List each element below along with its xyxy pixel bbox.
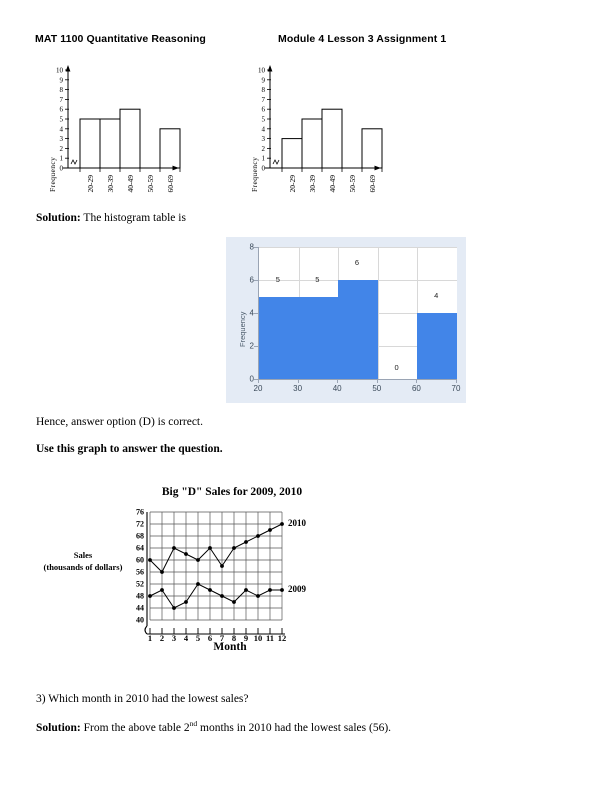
- bar-x-tick-30: 30: [293, 384, 303, 393]
- solution-3-paragraph: [36, 719, 391, 736]
- line-y-tick-52: 52: [136, 579, 144, 589]
- svg-text:3: 3: [59, 135, 63, 144]
- bar-x-tick-70: 70: [451, 384, 461, 393]
- svg-text:9: 9: [59, 76, 63, 85]
- bar-vgridline-50: [378, 247, 379, 379]
- svg-text:6: 6: [261, 105, 265, 114]
- bar-gridline-8: [259, 247, 457, 248]
- bar-40-50: [338, 280, 378, 379]
- svg-text:5: 5: [261, 115, 265, 124]
- line-chart-ylabel-line2: (thousands of dollars): [43, 562, 123, 573]
- bar-y-tick-0: 0: [249, 374, 254, 384]
- line-x-tick-1: 1: [147, 633, 153, 643]
- use-graph-paragraph: Use this graph to answer the question.: [36, 443, 223, 455]
- histogram-right-svg: [240, 62, 390, 202]
- line-x-tick-3: 3: [171, 633, 177, 643]
- svg-text:6: 6: [59, 105, 63, 114]
- solution-3-part1: From the above table 2: [80, 721, 190, 734]
- solution-1-label: Solution:: [36, 212, 81, 224]
- sales-line-chart: [120, 486, 335, 666]
- svg-text:40-49: 40-49: [126, 175, 135, 193]
- line-x-tick-9: 9: [243, 633, 249, 643]
- frequency-bar-chart: [226, 237, 466, 403]
- solution-3-label: Solution:: [36, 721, 81, 734]
- bar-label-50-60: 0: [394, 363, 399, 372]
- svg-text:60-69: 60-69: [166, 175, 175, 193]
- bar-y-tick-4: 4: [249, 308, 254, 318]
- course-title: MAT 1100 Quantitative Reasoning: [35, 33, 206, 45]
- svg-text:3: 3: [261, 135, 265, 144]
- line-y-tick-72: 72: [136, 519, 144, 529]
- histogram-left-ylabel: Frequency: [48, 156, 57, 192]
- solution-3-part2: months in 2010 had the lowest sales (56).: [197, 721, 392, 734]
- bar-y-tick-6: 6: [249, 275, 254, 285]
- line-x-tick-5: 5: [195, 633, 201, 643]
- line-y-tick-64: 64: [136, 543, 144, 553]
- svg-text:1: 1: [59, 154, 63, 163]
- bar-y-tick-8: 8: [249, 242, 254, 252]
- bar-x-tick-60: 60: [411, 384, 421, 393]
- line-chart-svg: [120, 486, 335, 666]
- bar-label-60-70: 4: [434, 291, 439, 300]
- solution-1-paragraph: [36, 211, 186, 227]
- svg-text:2: 2: [59, 144, 63, 153]
- line-y-tick-48: 48: [136, 591, 144, 601]
- line-y-tick-68: 68: [136, 531, 144, 541]
- svg-text:0: 0: [59, 164, 63, 173]
- svg-text:30-39: 30-39: [308, 175, 317, 193]
- line-x-tick-7: 7: [219, 633, 225, 643]
- question-3: 3) Which month in 2010 had the lowest sales?: [36, 693, 249, 705]
- svg-text:5: 5: [59, 115, 63, 124]
- svg-text:30-39: 30-39: [106, 175, 115, 193]
- svg-text:0: 0: [261, 164, 265, 173]
- svg-text:10: 10: [56, 66, 63, 75]
- bar-label-40-50: 6: [354, 258, 360, 267]
- line-x-tick-2: 2: [159, 633, 165, 643]
- histogram-right: [240, 62, 390, 202]
- bar-label-30-40: 5: [315, 275, 320, 284]
- line-y-tick-44: 44: [136, 603, 144, 613]
- svg-text:60-69: 60-69: [368, 175, 377, 193]
- svg-text:40-49: 40-49: [328, 175, 337, 193]
- series-label-2010: 2010: [288, 518, 306, 528]
- bar-20-30: [259, 297, 299, 380]
- bar-x-tick-40: 40: [332, 384, 342, 393]
- bar-x-tick-50: 50: [372, 384, 382, 393]
- bar-30-40: [299, 297, 339, 380]
- svg-text:50-59: 50-59: [348, 175, 357, 193]
- bar-x-mark-40: [337, 380, 338, 383]
- bar-x-mark-60: [416, 380, 417, 383]
- line-chart-title: Big "D" Sales for 2009, 2010: [161, 486, 303, 498]
- bar-x-mark-70: [456, 380, 457, 383]
- line-y-tick-56: 56: [136, 567, 144, 577]
- histogram-right-ylabel: Frequency: [250, 156, 259, 192]
- bar-x-mark-20: [258, 380, 259, 383]
- line-chart-ylabel-line1: Sales: [73, 550, 93, 560]
- svg-text:7: 7: [59, 95, 63, 104]
- svg-text:50-59: 50-59: [146, 175, 155, 193]
- svg-text:8: 8: [261, 86, 265, 95]
- svg-text:9: 9: [261, 76, 265, 85]
- svg-text:20-29: 20-29: [288, 175, 297, 193]
- bar-y-tick-2: 2: [249, 341, 254, 351]
- svg-text:10: 10: [258, 66, 265, 75]
- bar-chart-ylabel: Frequency: [238, 311, 247, 347]
- bar-60-70: [417, 313, 457, 379]
- histogram-left: [38, 62, 188, 202]
- line-y-tick-60: 60: [136, 555, 144, 565]
- bar-x-mark-50: [377, 380, 378, 383]
- svg-text:7: 7: [261, 95, 265, 104]
- series-label-2009: 2009: [288, 584, 306, 594]
- hence-paragraph: Hence, answer option (D) is correct.: [36, 416, 204, 428]
- solution-1-text: The histogram table is: [80, 212, 186, 224]
- bar-x-tick-20: 20: [253, 384, 263, 393]
- line-x-tick-10: 10: [253, 633, 263, 643]
- line-y-tick-76: 76: [136, 507, 144, 517]
- svg-text:2: 2: [261, 144, 265, 153]
- bar-label-20-30: 5: [275, 275, 280, 284]
- svg-text:4: 4: [59, 125, 63, 134]
- svg-text:1: 1: [261, 154, 265, 163]
- svg-text:4: 4: [261, 125, 265, 134]
- line-x-tick-12: 12: [277, 633, 287, 643]
- line-x-tick-6: 6: [207, 633, 213, 643]
- solution-3-ordinal-suffix: nd: [189, 719, 198, 728]
- line-x-tick-11: 11: [265, 633, 275, 643]
- line-chart-xlabel: Month: [213, 641, 247, 653]
- bar-x-mark-30: [298, 380, 299, 383]
- line-x-tick-4: 4: [183, 633, 189, 643]
- line-y-tick-40: 40: [136, 615, 144, 625]
- assignment-title: Module 4 Lesson 3 Assignment 1: [278, 33, 447, 45]
- line-x-tick-8: 8: [231, 633, 237, 643]
- histogram-left-svg: [38, 62, 188, 202]
- svg-text:20-29: 20-29: [86, 175, 95, 193]
- svg-text:8: 8: [59, 86, 63, 95]
